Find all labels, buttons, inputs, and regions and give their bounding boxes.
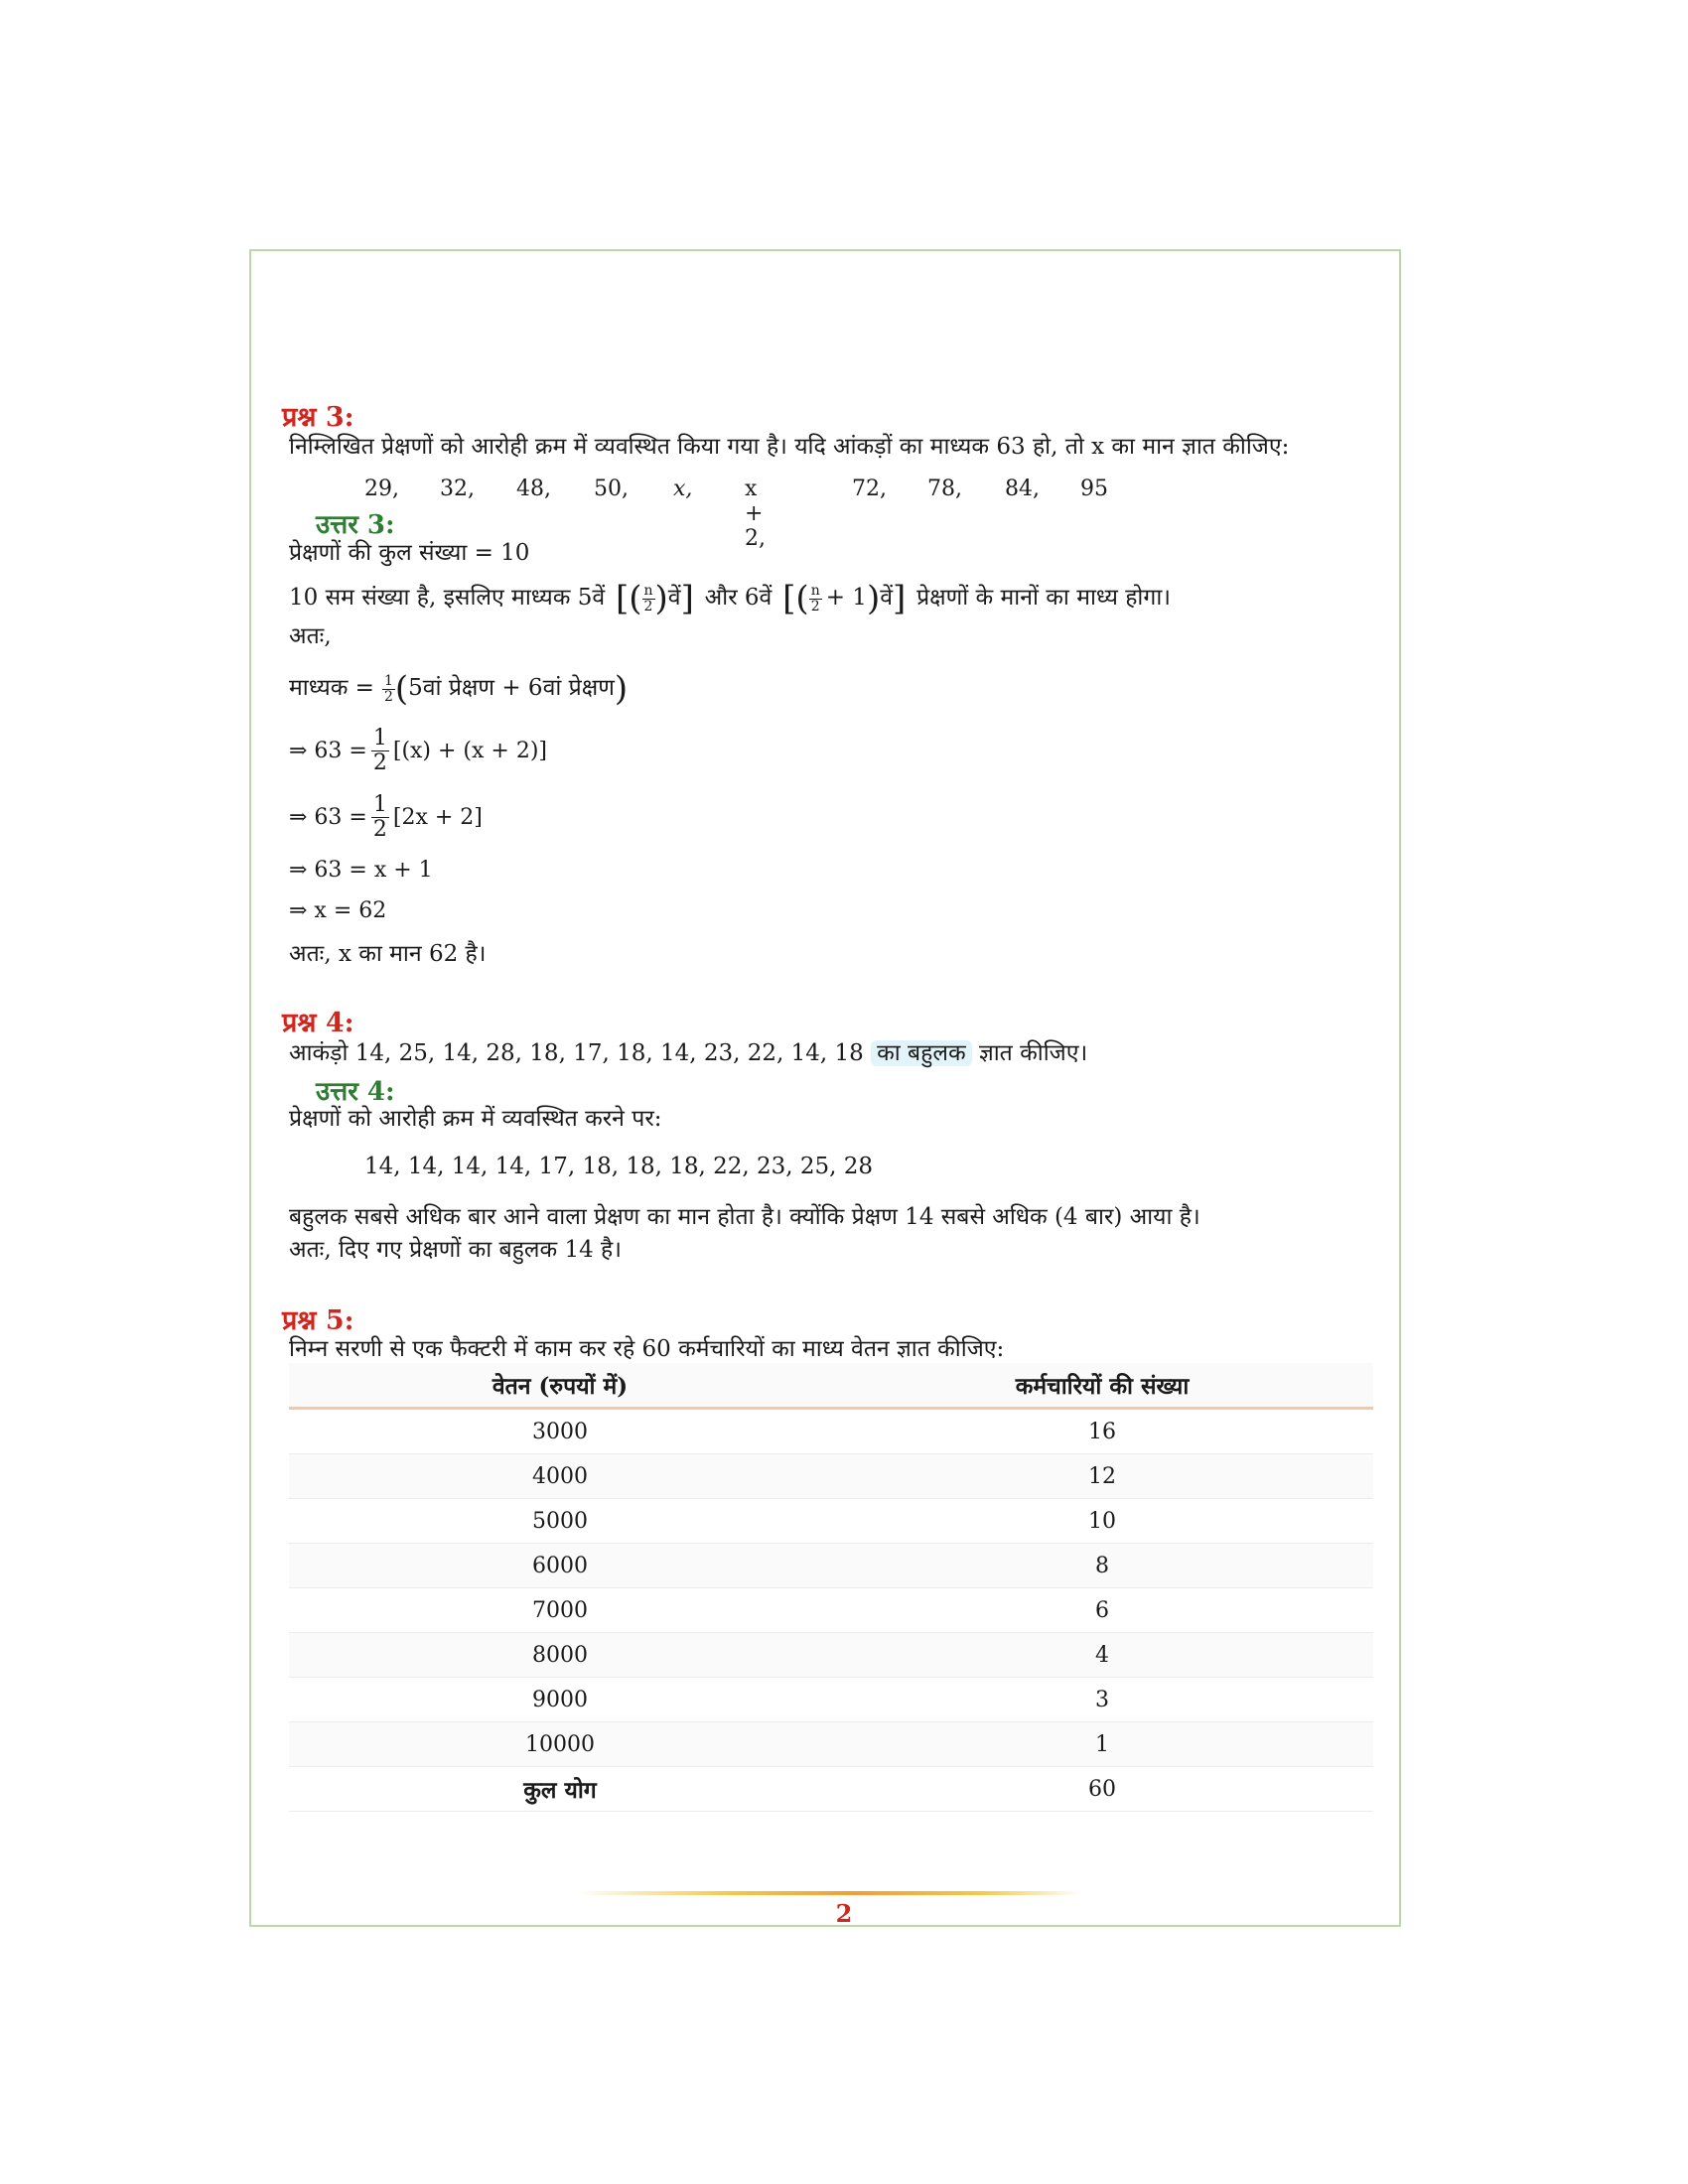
table-cell: 6000: [289, 1544, 831, 1588]
observation: x,: [673, 477, 693, 501]
text-segment: और 6वें: [704, 585, 773, 612]
page-number: 2: [835, 1899, 853, 1928]
text-segment: [2x + 2]: [392, 804, 483, 830]
bracket: ]: [680, 578, 705, 618]
bracket: [(: [605, 578, 642, 618]
text-segment: वें: [880, 585, 893, 612]
table-cell: 10000: [289, 1722, 831, 1767]
salary-table: [289, 1363, 1373, 1812]
column-header-employees: कर्मचारियों की संख्या: [831, 1363, 1373, 1409]
answer-3-conclusion: अतः, x का मान 62 है।: [289, 941, 487, 967]
question-3-heading: प्रश्न 3:: [282, 402, 354, 433]
median-formula: [289, 663, 628, 715]
table-row: [289, 1544, 1373, 1588]
text-segment: ⇒ 63 =: [289, 804, 367, 830]
column-header-salary: वेतन (रुपयों में): [289, 1363, 831, 1409]
table-row: [289, 1722, 1373, 1767]
footer-divider: [576, 1891, 1082, 1895]
table-row: [289, 1678, 1373, 1722]
total-label: कुल योग: [289, 1767, 831, 1812]
median-label: माध्यक =: [289, 675, 374, 702]
equation-step-1: [289, 721, 547, 780]
fraction: $\frac{n}{2}$: [810, 582, 820, 614]
observation: x + 2,: [745, 477, 766, 551]
observation: 50,: [594, 477, 629, 501]
highlighted-text: का बहुलक: [871, 1040, 972, 1066]
equation-step-2: [289, 787, 483, 847]
bracket: [(: [772, 578, 809, 618]
answer-4-line-1: प्रेक्षणों को आरोही क्रम में व्यवस्थित करने पर:: [289, 1106, 662, 1132]
bracket: ]: [893, 578, 917, 618]
table-cell: 7000: [289, 1588, 831, 1633]
text-segment: + 1: [825, 585, 867, 612]
fraction: $\frac{1}{2}$: [372, 792, 387, 842]
table-row: [289, 1588, 1373, 1633]
observation: 84,: [1005, 477, 1040, 501]
question-5-text: निम्न सरणी से एक फैक्टरी में काम कर रहे 60 कर्मचारियों का माध्य वेतन ज्ञात कीजिए:: [289, 1336, 1005, 1362]
sorted-observations: 14, 14, 14, 14, 17, 18, 18, 18, 22, 23, 25, 28: [364, 1154, 874, 1179]
total-value: 60: [831, 1767, 1373, 1812]
table-row: [289, 1409, 1373, 1454]
observation: 48,: [516, 477, 551, 501]
observation: 95: [1080, 477, 1108, 501]
bracket: (: [394, 668, 409, 709]
answer-4-line-3: अतः, दिए गए प्रेक्षणों का बहुलक 14 है।: [289, 1237, 622, 1263]
observation: 29,: [364, 477, 399, 501]
table-cell: 4: [831, 1633, 1373, 1678]
table-cell: 16: [831, 1409, 1373, 1454]
answer-3-heading: उत्तर 3:: [316, 510, 395, 540]
table-total-row: [289, 1767, 1373, 1812]
text-segment: ज्ञात कीजिए।: [978, 1040, 1088, 1066]
text-segment: [(x) + (x + 2)]: [392, 738, 548, 763]
answer-3-line-total: प्रेक्षणों की कुल संख्या = 10: [289, 540, 530, 566]
answer-3-hence: अतः,: [289, 623, 332, 649]
table-cell: 6: [831, 1588, 1373, 1633]
bracket: ): [866, 578, 881, 618]
table-cell: 3: [831, 1678, 1373, 1722]
table-cell: 8000: [289, 1633, 831, 1678]
table-cell: 9000: [289, 1678, 831, 1722]
fraction: $\frac{1}{2}$: [383, 672, 393, 705]
table-cell: 12: [831, 1454, 1373, 1499]
table-row: [289, 1499, 1373, 1544]
table-cell: 5000: [289, 1499, 831, 1544]
text-segment: आकंड़ो 14, 25, 14, 28, 18, 17, 18, 14, 23, 22, 14, 18: [289, 1040, 864, 1066]
answer-4-heading: उत्तर 4:: [316, 1077, 395, 1107]
table-header-row: [289, 1363, 1373, 1409]
table-cell: 3000: [289, 1409, 831, 1454]
text-segment: प्रेक्षणों के मानों का माध्य होगा।: [916, 585, 1172, 612]
question-3-text: निम्लिखित प्रेक्षणों को आरोही क्रम में व्यवस्थित किया गया है। यदि आंकड़ों का माध्यक 63 हो, तो x का मान ज्ञात कीजिए:: [289, 434, 1290, 460]
question-5-heading: प्रश्न 5:: [282, 1305, 354, 1336]
bracket: ): [614, 668, 629, 709]
table-cell: 10: [831, 1499, 1373, 1544]
observation: 32,: [440, 477, 475, 501]
table-row: [289, 1633, 1373, 1678]
text-segment: ⇒ 63 =: [289, 738, 367, 763]
fraction: $\frac{1}{2}$: [372, 726, 387, 775]
equation-step-4: ⇒ x = 62: [289, 898, 387, 923]
bracket: ): [654, 578, 668, 618]
question-4-text: [289, 1040, 1087, 1068]
text-segment: वें: [667, 585, 681, 612]
answer-4-line-2: बहुलक सबसे अधिक बार आने वाला प्रेक्षण का मान होता है। क्योंकि प्रेक्षण 14 सबसे अधिक (4 बार) आया है।: [289, 1204, 1200, 1230]
answer-3-median-position: [289, 574, 1171, 623]
fraction: $\frac{n}{2}$: [643, 582, 653, 614]
table-cell: 8: [831, 1544, 1373, 1588]
observation: 72,: [852, 477, 887, 501]
text-segment: 10 सम संख्या है, इसलिए माध्यक 5वें: [289, 585, 606, 612]
median-inner: 5वां प्रेक्षण + 6वां प्रेक्षण: [408, 675, 615, 702]
observation: 78,: [927, 477, 962, 501]
table-row: [289, 1454, 1373, 1499]
table-cell: 4000: [289, 1454, 831, 1499]
equation-step-3: ⇒ 63 = x + 1: [289, 858, 433, 883]
table-cell: 1: [831, 1722, 1373, 1767]
question-4-heading: प्रश्न 4:: [282, 1008, 354, 1038]
